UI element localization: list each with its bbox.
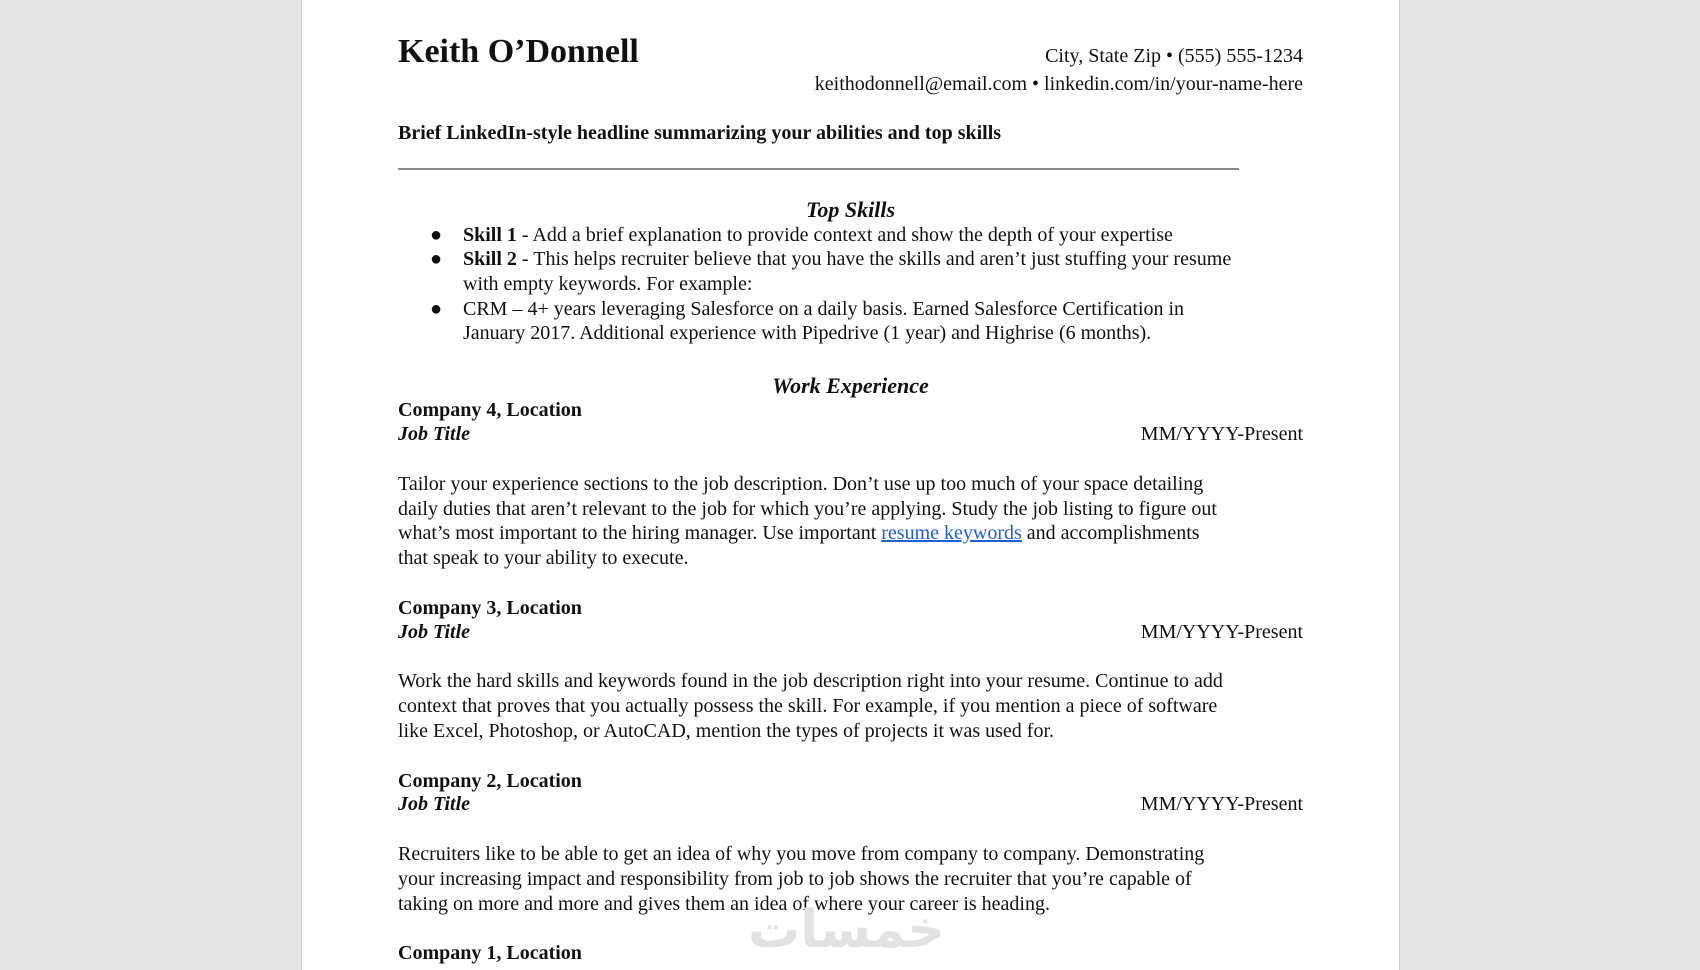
contact-location-phone: City, State Zip • (555) 555-1234 [1045,45,1303,67]
section-heading-top-skills: Top Skills [805,197,896,222]
company-name: Company 1, Location [398,942,582,964]
contact-email-linkedin: keithodonnell@email.com • linkedin.com/in/your-name-here [814,73,1303,95]
bullet-icon: ● [430,298,443,320]
job-description-line: Work the hard skills and keywords found in the job description right into your resume. Continue to add [398,670,1223,692]
job-description-line: taking on more and more and gives them an idea of where your career is heading. [398,893,1050,915]
headline: Brief LinkedIn-style headline summarizing your abilities and top skills [398,122,1002,144]
skill-item-continued: with empty keywords. For example: [463,273,753,295]
bullet-icon: ● [430,248,443,270]
resume-page [301,0,1400,970]
section-heading-work-experience: Work Experience [772,373,929,398]
job-title: Job Title [398,423,471,445]
company-name: Company 3, Location [398,597,582,619]
job-description-line: Tailor your experience sections to the job description. Don’t use up too much of your space detailing [398,473,1204,495]
job-description-line: what’s most important to the hiring manager. Use important resume keywords and accomplishments [398,522,1200,544]
job-description-line: your increasing impact and responsibility from job to job shows the recruiter that you’re capable of [398,868,1192,890]
company-name: Company 2, Location [398,770,582,792]
skill-item: CRM – 4+ years leveraging Salesforce on a daily basis. Earned Salesforce Certification in [463,298,1185,320]
resume-keywords-link[interactable]: resume keywords [881,522,1022,544]
job-description-line: like Excel, Photoshop, or AutoCAD, mention the types of projects it was used for. [398,720,1055,742]
job-title: Job Title [398,621,471,643]
watermark: خمسات [748,900,946,960]
bullet-icon: ● [430,224,443,246]
candidate-name: Keith O’Donnell [398,33,639,70]
job-description-line: context that proves that you actually possess the skill. For example, if you mention a piece of software [398,695,1218,717]
job-dates: MM/YYYY-Present [1140,793,1303,815]
skill-item: Skill 2 - This helps recruiter believe that you have the skills and aren’t just stuffing your resume [463,248,1232,270]
job-description-line: daily duties that aren’t relevant to the job for which you’re applying. Study the job listing to figure out [398,498,1217,520]
job-title: Job Title [398,793,471,815]
job-description-line: Recruiters like to be able to get an idea of why you move from company to company. Demonstrating [398,843,1205,865]
job-dates: MM/YYYY-Present [1140,621,1303,643]
skill-item: Skill 1 - Add a brief explanation to provide context and show the depth of your expertise [463,224,1173,246]
skill-item-continued: January 2017. Additional experience with Pipedrive (1 year) and Highrise (6 months). [463,322,1152,344]
divider [398,168,1239,170]
job-dates: MM/YYYY-Present [1140,423,1303,445]
company-name: Company 4, Location [398,399,582,421]
job-description-line: that speak to your ability to execute. [398,547,689,569]
